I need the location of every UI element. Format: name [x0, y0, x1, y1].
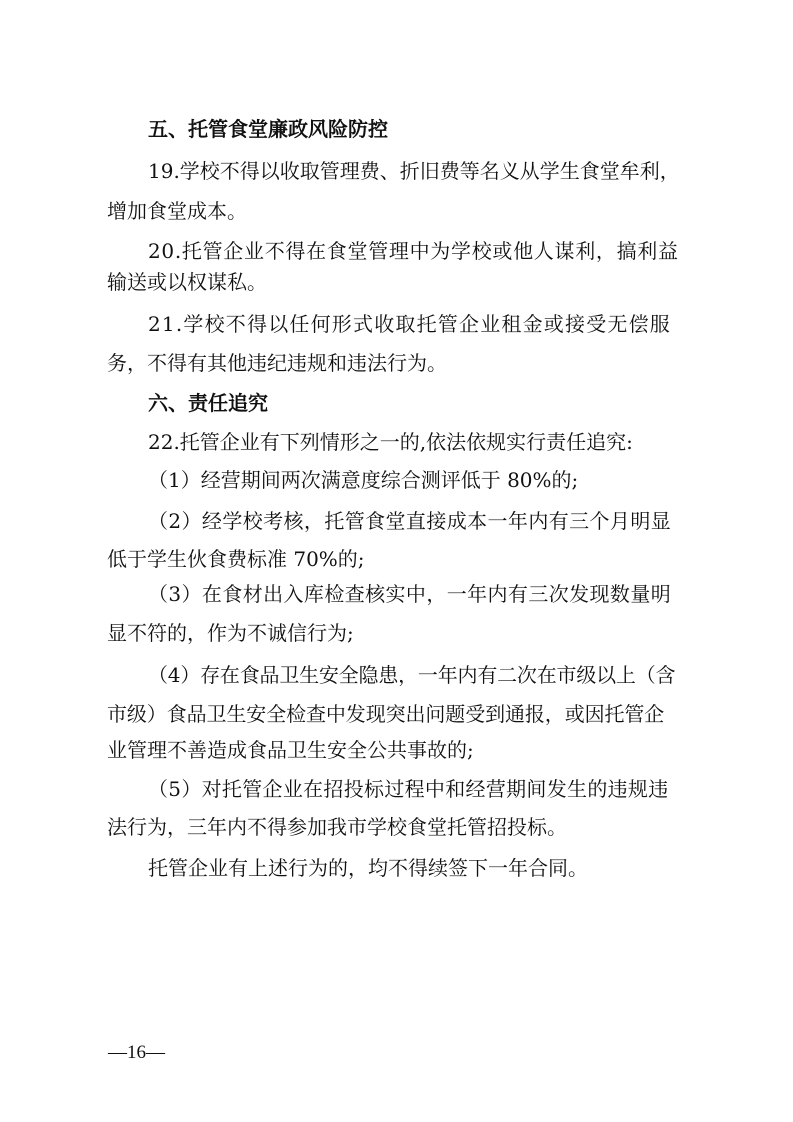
item-1-line-1: （1）经营期间两次满意度综合测评低于 80%的; [148, 468, 579, 492]
item-3-line-1: （3）在食材出入库检查核实中，一年内有三次发现数量明 [148, 582, 672, 606]
section-heading-risk-control: 五、托管食堂廉政风险防控 [148, 117, 388, 141]
paragraph-19-line-2: 增加食堂成本。 [107, 199, 247, 223]
item-2-line-1: （2）经学校考核，托管食堂直接成本一年内有三个月明显 [148, 509, 672, 533]
paragraph-22-line-1: 22.托管企业有下列情形之一的,依法依规实行责任追究: [148, 430, 633, 454]
section-heading-accountability: 六、责任追究 [148, 391, 268, 415]
item-5-line-2: 法行为，三年内不得参加我市学校食堂托管招投标。 [107, 815, 567, 839]
item-4-line-1: （4）存在食品卫生安全隐患，一年内有二次在市级以上（含 [148, 663, 676, 687]
item-2-line-2: 低于学生伙食费标准 70%的; [107, 547, 365, 571]
item-4-line-2: 市级）食品卫生安全检查中发现突出问题受到通报，或因托管企 [107, 702, 665, 726]
paragraph-19-line-1 [148, 159, 704, 183]
paragraph-19-line-1-text: 19.学校不得以收取管理费、折旧费等名义从学生食堂牟利， [148, 159, 680, 183]
paragraph-21-line-2: 务，不得有其他违纪违规和违法行为。 [107, 351, 447, 375]
item-4-line-3: 业管理不善造成食品卫生安全公共事故的; [107, 738, 474, 762]
item-3-line-2: 显不符的，作为不诚信行为; [107, 621, 354, 645]
paragraph-20-line-1: 20.托管企业不得在食堂管理中为学校或他人谋利，搞利益 [148, 239, 679, 263]
page-number: —16— [108, 1042, 165, 1063]
item-5-line-1: （5）对托管企业在招投标过程中和经营期间发生的违规违 [148, 777, 669, 801]
paragraph-21-line-1: 21.学校不得以任何形式收取托管企业租金或接受无偿服 [148, 312, 672, 336]
closing-paragraph: 托管企业有上述行为的，均不得续签下一年合同。 [148, 856, 588, 880]
paragraph-20-line-2: 输送或以权谋私。 [107, 270, 267, 294]
